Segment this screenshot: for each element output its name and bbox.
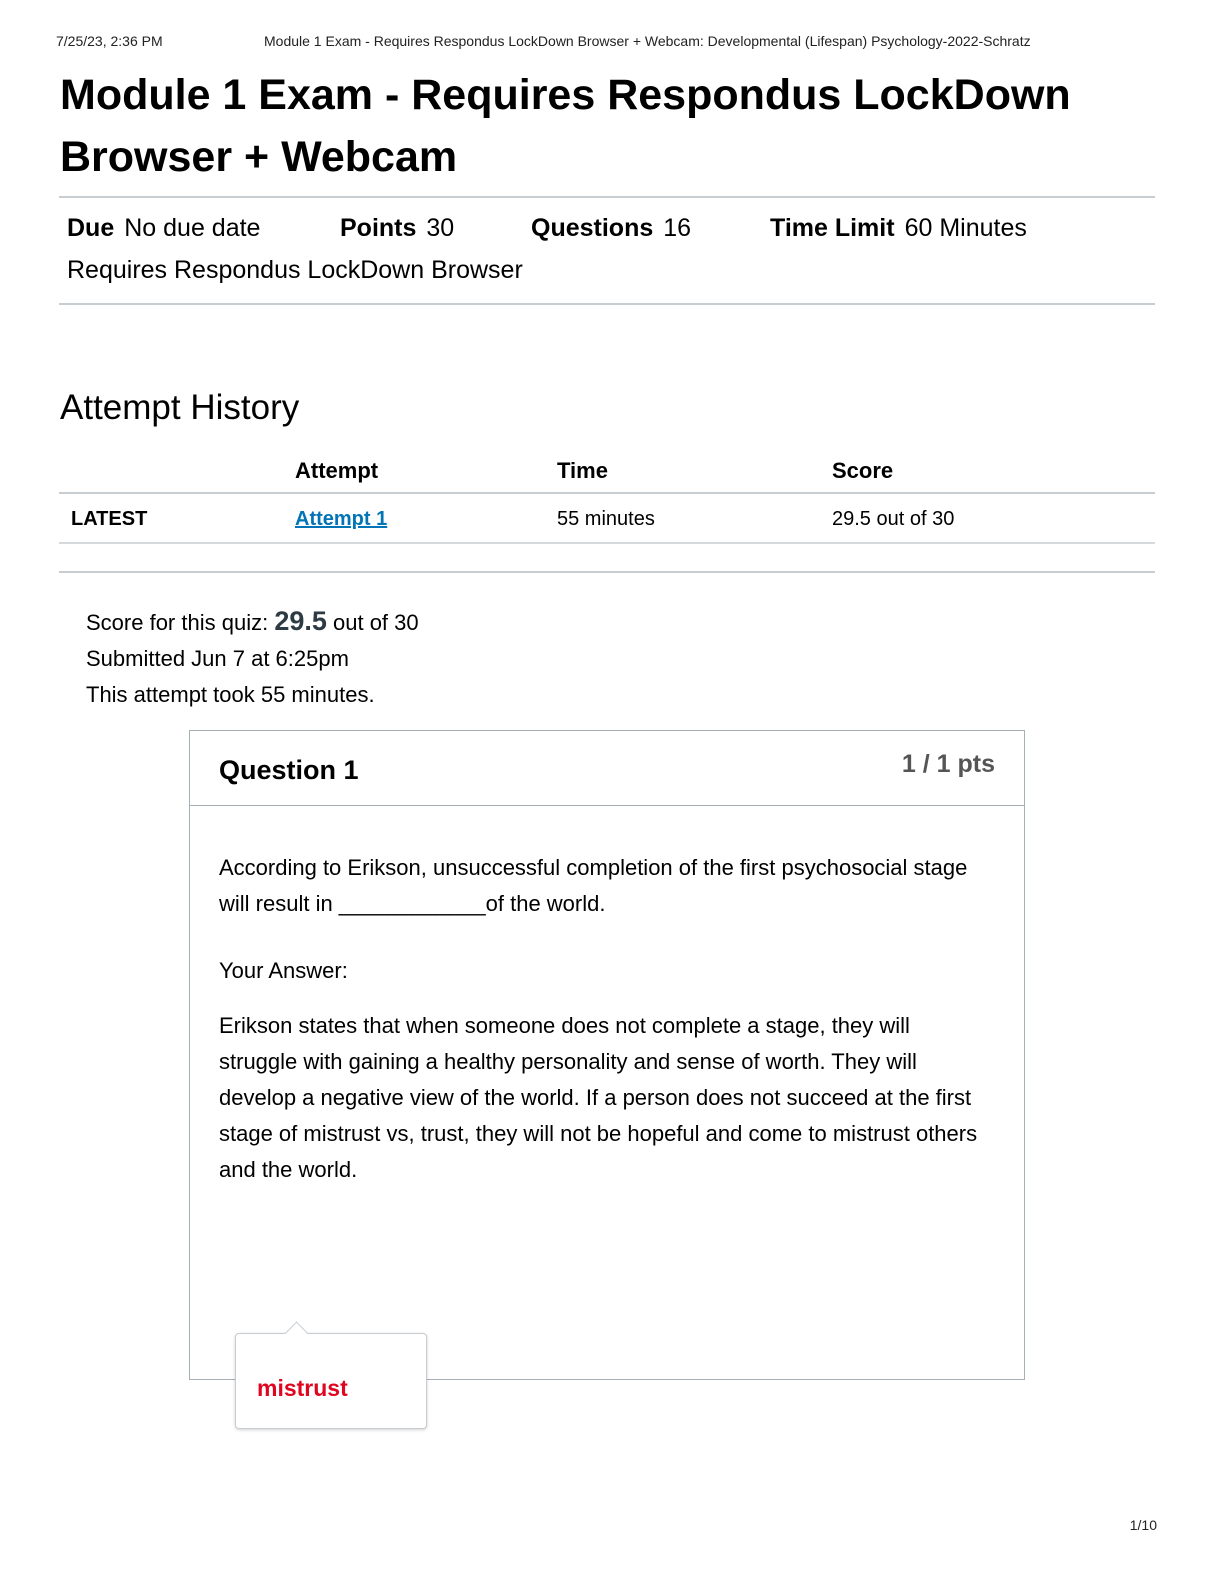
page-number: 1/10 bbox=[1129, 1517, 1157, 1533]
due-label: Due bbox=[67, 214, 115, 242]
title-divider bbox=[59, 196, 1155, 198]
time-limit-value: 60 Minutes bbox=[904, 214, 1027, 242]
grader-comment-bubble bbox=[235, 1333, 427, 1429]
score-prefix: Score for this quiz: bbox=[86, 610, 269, 635]
score-suffix: out of 30 bbox=[333, 610, 419, 635]
questions-detail bbox=[531, 214, 691, 243]
question-points: 1 / 1 pts bbox=[901, 750, 995, 778]
question-text: According to Erikson, unsuccessful completion of the first psychosocial stage will result in ____________of the world. bbox=[219, 855, 968, 916]
details-divider bbox=[59, 303, 1155, 305]
question-title: Question 1 bbox=[219, 755, 359, 785]
points-label: Points bbox=[340, 214, 417, 242]
attempt-1-link[interactable]: Attempt 1 bbox=[295, 508, 388, 530]
quiz-summary bbox=[86, 603, 419, 713]
answer-text: Erikson states that when someone does not complete a stage, they will struggle with gaining a healthy personality and sense of worth. They will develop a negative view of the world. If a person does not succeed at the first stage of mistrust vs, trust, they will not be hopeful and come to mistrust others and the world. bbox=[219, 1013, 978, 1182]
table-row bbox=[59, 494, 1155, 544]
submitted-time: Submitted Jun 7 at 6:25pm bbox=[86, 646, 349, 671]
grader-comment-text: mistrust bbox=[257, 1375, 348, 1401]
attempt-duration: This attempt took 55 minutes. bbox=[86, 682, 375, 707]
lockdown-requirement: Requires Respondus LockDown Browser bbox=[67, 256, 523, 284]
questions-label: Questions bbox=[531, 214, 654, 242]
your-answer-label: Your Answer: bbox=[219, 958, 348, 983]
attempt-time: 55 minutes bbox=[557, 508, 655, 530]
question-card bbox=[189, 730, 1025, 1401]
column-header-attempt: Attempt bbox=[295, 458, 379, 483]
question-header bbox=[190, 731, 1024, 806]
points-detail bbox=[340, 214, 454, 243]
time-limit-label: Time Limit bbox=[770, 214, 895, 242]
due-value: No due date bbox=[124, 214, 261, 242]
history-divider bbox=[59, 571, 1155, 573]
table-header bbox=[59, 448, 1155, 494]
latest-tag: LATEST bbox=[71, 508, 148, 530]
score-value: 29.5 bbox=[274, 606, 327, 636]
due-detail bbox=[67, 214, 260, 243]
print-header bbox=[56, 33, 1128, 51]
questions-value: 16 bbox=[663, 214, 692, 242]
page-title: Module 1 Exam - Requires Respondus LockDown Browser + Webcam bbox=[60, 71, 1071, 181]
quiz-details bbox=[67, 214, 1147, 284]
time-limit-detail bbox=[770, 214, 1027, 243]
points-value: 30 bbox=[426, 214, 455, 242]
print-document-title: Module 1 Exam - Requires Respondus LockDown Browser + Webcam: Developmental (Lifespan) Psychology-2022-Schratz bbox=[264, 33, 1031, 49]
attempt-history-title: Attempt History bbox=[60, 388, 300, 427]
attempt-score: 29.5 out of 30 bbox=[832, 508, 955, 530]
attempt-history-table bbox=[59, 448, 1155, 544]
column-header-score: Score bbox=[832, 458, 894, 483]
comment-notch bbox=[284, 1321, 308, 1345]
column-header-time: Time bbox=[557, 458, 608, 483]
score-line bbox=[86, 603, 419, 641]
print-timestamp: 7/25/23, 2:36 PM bbox=[56, 33, 163, 49]
